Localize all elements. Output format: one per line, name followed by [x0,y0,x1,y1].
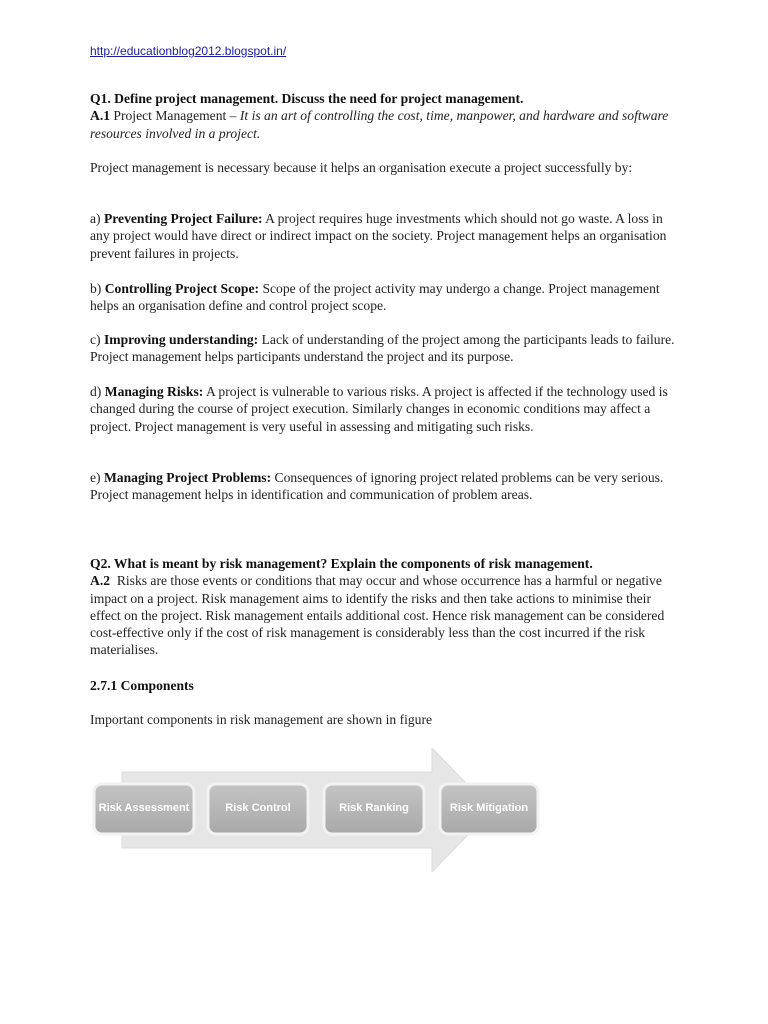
box-label-risk-assessment: Risk Assessment [98,802,190,815]
q1-point-d [90,383,680,435]
q1-answer-label: A.1 [90,108,111,124]
box-label-risk-control: Risk Control [225,802,291,815]
point-text: A project is vulnerable to various risks. A project is affected if the technology used is changed during the course of project execution. Similarly changes in economic conditions may affect a project. Project management is very useful in assessing and mitigating such risks. [90,384,668,434]
q2-question: Q2. What is meant by risk management? Explain the components of risk management. [90,556,593,571]
q1-intro: Project management is necessary because it helps an organisation execute a project successfully by: [90,160,633,175]
q1-question: Q1. Define project management. Discuss the need for project management. [90,91,524,106]
point-title: Preventing Project Failure: [103,211,263,226]
point-text: A project requires huge investments which should not go waste. A loss in any project would have direct or indirect impact on the society. Project management helps an organisation prevent failures in projects. [90,211,667,261]
point-title: Managing Project Problems: [103,470,272,485]
q1-answer-term: Project Management – [113,108,237,124]
section-heading-components: 2.7.1 Components [90,678,194,693]
q1-answer-definition: It is an art of controlling the cost, time, manpower, and hardware and software resources involved in a project. [90,108,669,141]
point-title: Improving understanding: [103,332,259,347]
point-text: Consequences of ignoring project related problems can be very serious. Project management helps in identification and communication of problem areas. [90,470,664,503]
q1-section [90,90,680,142]
q2-answer-label: A.2 [90,573,111,589]
q1-point-e [90,469,680,504]
point-title: Managing Risks: [104,384,204,399]
q2-section [90,555,680,659]
point-text: Scope of the project activity may undergo a change. Project management helps an organisation define and control project scope. [90,281,660,314]
point-prefix: e) [90,470,101,485]
point-title: Controlling Project Scope: [104,281,260,296]
q2-answer-text: Risks are those events or conditions that may occur and whose occurrence has a harmful or negative impact on a project. Risk management aims to identify the risks and then take actions to minimise their effect on the project. Risk management entails additional cost. Hence risk management can be considered cost-effective only if the cost of risk management is considerably less than the cost incurred if the risk materialises. [90,573,665,658]
q1-point-a [90,210,680,262]
risk-management-figure [92,748,572,872]
point-prefix: c) [90,332,101,347]
box-label-risk-ranking: Risk Ranking [339,802,409,815]
q1-point-c [90,331,680,366]
point-prefix: d) [90,384,102,399]
point-prefix: a) [90,211,101,226]
q2-answer [90,572,680,658]
box-label-risk-mitigation: Risk Mitigation [449,802,529,815]
point-prefix: b) [90,281,102,296]
q1-answer [90,107,680,142]
q1-point-b [90,280,680,315]
point-text: Lack of understanding of the project among the participants leads to failure. Project management helps participants understand the project and its purpose. [90,332,675,365]
figure-intro: Important components in risk management are shown in figure [90,712,433,727]
blog-url-link[interactable]: http://educationblog2012.blogspot.in/ [90,44,287,58]
